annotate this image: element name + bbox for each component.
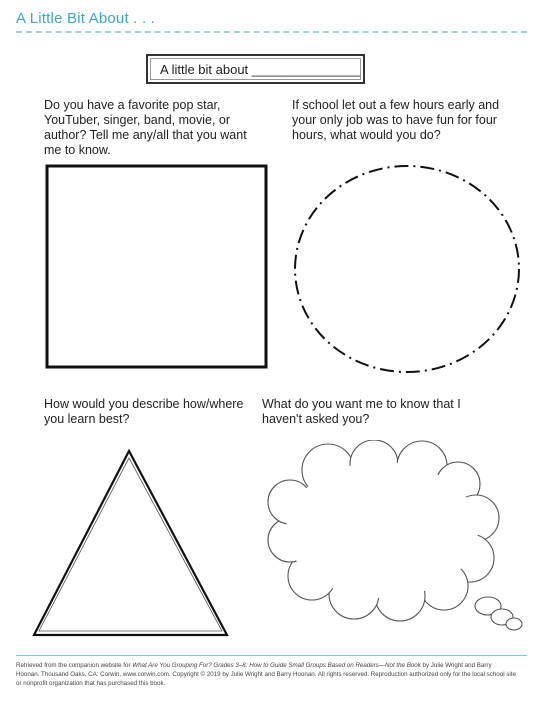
header-divider (16, 31, 527, 33)
footer-book-title: What Are You Grouping For? Grades 3–8: How to Guide Small Groups Based on Readers—Not the Book (132, 662, 421, 669)
question-anything-else: What do you want me to know that I haven't asked you? (262, 397, 461, 426)
question-learn-best: How would you describe how/where you learn best? (44, 397, 244, 426)
copyright-footer (16, 661, 516, 688)
question-four-hours-fun: If school let out a few hours early and your only job was to have fun for four hours, what would you do? (292, 98, 500, 142)
footer-text-start: Retrieved from the companion website for (16, 662, 133, 669)
question-favorite-media: Do you have a favorite pop star, YouTuber, singer, band, movie, or author? Tell me any/all that you want me to know. (44, 98, 247, 157)
square-response-box (44, 163, 270, 371)
triangle-response-area (30, 445, 234, 641)
circle-response-area (290, 160, 524, 378)
footer-divider (16, 655, 527, 656)
name-box (146, 54, 365, 84)
page-title: A Little Bit About . . . (16, 10, 156, 27)
footer-text-end: by Julie Wright and Barry Hoonan. Thousand Oaks, CA: Corwin, www.corwin.com. Copyright © 2019 by Julie Wright and Barry Hoonan. All rights reserved. Reproduction authorized only for the local school site or nonprofit organization that has purchased this book. (16, 662, 516, 687)
thought-cloud-response-area (262, 440, 526, 636)
name-box-label: A little bit about _______________ (160, 61, 361, 77)
